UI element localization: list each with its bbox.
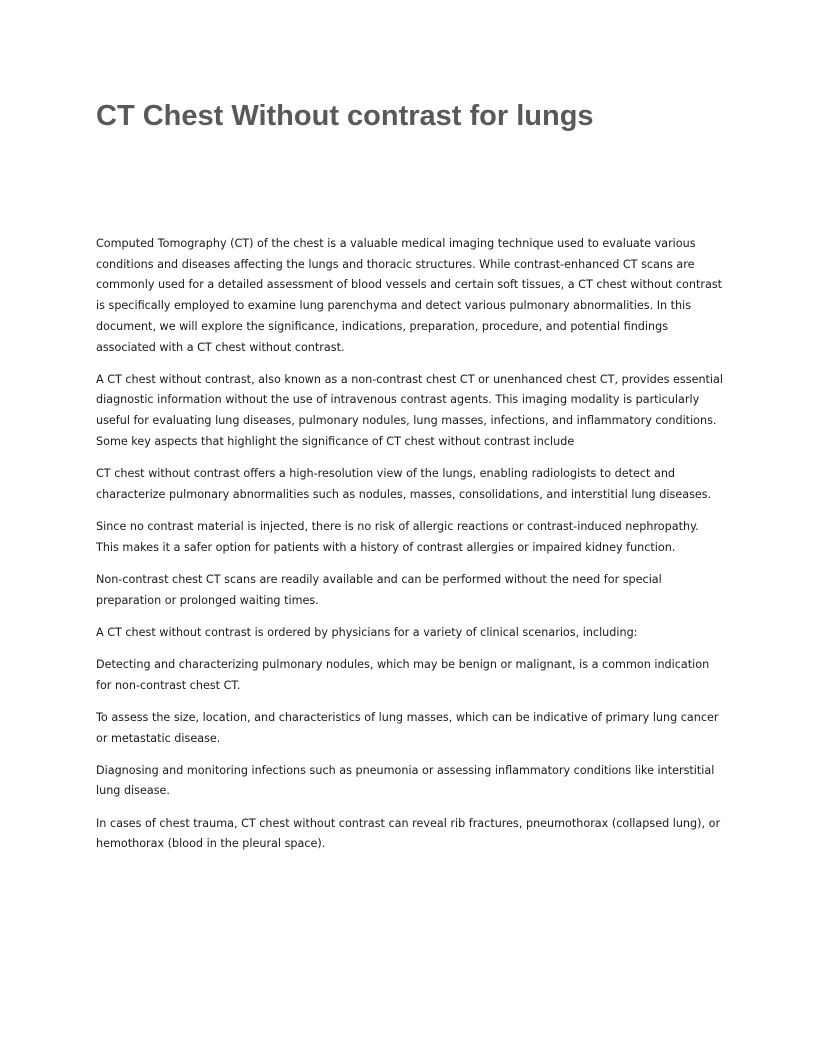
document-body	[96, 234, 724, 867]
paragraph-indications-intro: A CT chest without contrast is ordered by physicians for a variety of clinical scenarios, including:	[96, 625, 638, 639]
paragraph-trauma: In cases of chest trauma, CT chest without contrast can reveal rib fractures, pneumothorax (collapsed lung), or hemothorax (blood in the pleural space).	[96, 816, 721, 851]
paragraph-availability: Non-contrast chest CT scans are readily available and can be performed without the need for special preparation or prolonged waiting times.	[96, 572, 662, 607]
paragraph-intro: Computed Tomography (CT) of the chest is a valuable medical imaging technique used to evaluate various conditions and diseases affecting the lungs and thoracic structures. While contrast-enhanced CT scans are commonly used for a detailed assessment of blood vessels and certain soft tissues, a CT chest without contrast is specifically employed to examine lung parenchyma and detect various pulmonary abnormalities. In this document, we will explore the significance, indications, preparation, procedure, and potential findings associated with a CT chest without contrast.	[96, 237, 723, 354]
paragraph-safety: Since no contrast material is injected, there is no risk of allergic reactions or contrast-induced nephropathy. This makes it a safer option for patients with a history of contrast allergies or impaired kidney function.	[96, 519, 699, 554]
paragraph-nodules: Detecting and characterizing pulmonary nodules, which may be benign or malignant, is a common indication for non-contrast chest CT.	[96, 657, 710, 692]
paragraph-masses: To assess the size, location, and characteristics of lung masses, which can be indicative of primary lung cancer or metastatic disease.	[96, 710, 719, 745]
paragraph-significance: A CT chest without contrast, also known as a non-contrast chest CT or unenhanced chest CT, provides essential diagnostic information without the use of intravenous contrast agents. This imaging modality is particularly useful for evaluating lung diseases, pulmonary nodules, lung masses, infections, and inflammatory conditions. Some key aspects that highlight the significance of CT chest without contrast include	[96, 372, 723, 448]
document-title: CT Chest Without contrast for lungs	[96, 100, 594, 132]
paragraph-high-resolution: CT chest without contrast offers a high-resolution view of the lungs, enabling radiologists to detect and characterize pulmonary abnormalities such as nodules, masses, consolidations, and interstitial lung diseases.	[96, 467, 712, 501]
paragraph-infections: Diagnosing and monitoring infections such as pneumonia or assessing inflammatory conditions like interstitial lung disease.	[96, 763, 715, 798]
